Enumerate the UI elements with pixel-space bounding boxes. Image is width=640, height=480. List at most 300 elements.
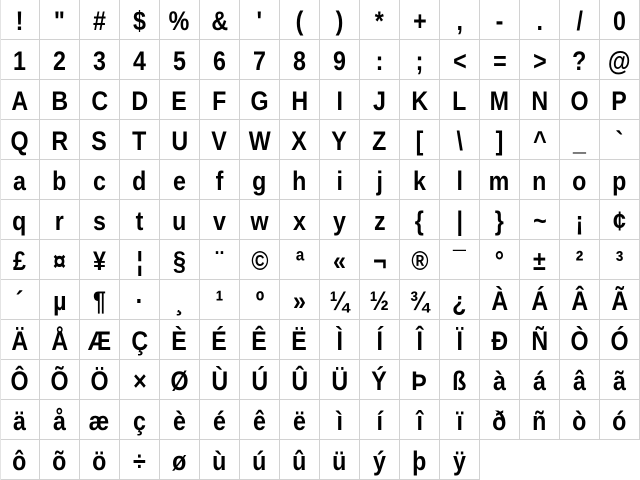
glyph-cell[interactable] — [480, 40, 520, 80]
glyph-cell[interactable] — [560, 160, 600, 200]
glyph-cell[interactable] — [0, 160, 40, 200]
glyph-cell[interactable] — [360, 0, 400, 40]
glyph-cell[interactable] — [40, 440, 80, 480]
glyph-cell[interactable] — [560, 240, 600, 280]
glyph-cell[interactable] — [320, 240, 360, 280]
glyph-char: h — [292, 166, 307, 196]
glyph-cell[interactable] — [240, 40, 280, 80]
glyph-cell[interactable] — [40, 240, 80, 280]
glyph-char: ¾ — [409, 286, 430, 316]
glyph-cell[interactable] — [520, 360, 560, 400]
glyph-cell[interactable] — [360, 200, 400, 240]
glyph-char: Ú — [251, 366, 268, 396]
glyph-cell[interactable] — [600, 400, 640, 440]
glyph-char: Í — [376, 326, 383, 356]
glyph-cell[interactable] — [240, 200, 280, 240]
glyph-cell[interactable] — [200, 440, 240, 480]
glyph-cell[interactable] — [360, 240, 400, 280]
glyph-char: 0 — [613, 6, 626, 36]
glyph-cell[interactable] — [560, 200, 600, 240]
glyph-cell[interactable] — [360, 360, 400, 400]
glyph-cell[interactable] — [280, 200, 320, 240]
glyph-cell[interactable] — [400, 440, 440, 480]
glyph-char: J — [373, 86, 386, 116]
glyph-cell[interactable] — [560, 120, 600, 160]
glyph-char: ~ — [532, 206, 547, 236]
glyph-char: Ì — [336, 326, 343, 356]
glyph-cell[interactable] — [560, 80, 600, 120]
glyph-cell[interactable] — [440, 240, 480, 280]
glyph-char: ¦ — [136, 246, 143, 276]
glyph-cell[interactable] — [160, 400, 200, 440]
glyph-char: G — [250, 86, 269, 116]
glyph-cell[interactable] — [120, 40, 160, 80]
glyph-cell[interactable] — [360, 160, 400, 200]
glyph-cell[interactable] — [400, 200, 440, 240]
glyph-char: T — [132, 126, 147, 156]
glyph-cell[interactable] — [440, 120, 480, 160]
glyph-cell[interactable] — [0, 440, 40, 480]
glyph-char: ± — [533, 246, 546, 276]
glyph-char: Á — [531, 286, 548, 316]
glyph-cell[interactable] — [600, 240, 640, 280]
glyph-char: ¡ — [575, 206, 584, 236]
glyph-char: ê — [253, 406, 266, 436]
glyph-char: Î — [416, 326, 423, 356]
glyph-cell[interactable] — [520, 240, 560, 280]
glyph-cell[interactable] — [40, 200, 80, 240]
glyph-cell[interactable] — [280, 360, 320, 400]
glyph-char: ; — [415, 46, 424, 76]
glyph-cell[interactable] — [400, 240, 440, 280]
glyph-cell[interactable] — [480, 160, 520, 200]
glyph-cell[interactable] — [280, 440, 320, 480]
glyph-char: < — [452, 46, 467, 76]
glyph-cell[interactable] — [0, 280, 40, 320]
glyph-char: d — [132, 166, 147, 196]
glyph-char: M — [489, 86, 510, 116]
glyph-cell[interactable] — [320, 400, 360, 440]
glyph-cell[interactable] — [0, 0, 40, 40]
glyph-cell[interactable] — [520, 280, 560, 320]
glyph-cell[interactable] — [480, 200, 520, 240]
glyph-cell[interactable] — [80, 440, 120, 480]
glyph-cell[interactable] — [480, 400, 520, 440]
glyph-cell[interactable] — [240, 240, 280, 280]
glyph-cell[interactable] — [0, 360, 40, 400]
glyph-cell[interactable] — [200, 320, 240, 360]
glyph-cell[interactable] — [320, 40, 360, 80]
glyph-char: " — [53, 6, 66, 36]
glyph-cell[interactable] — [440, 80, 480, 120]
glyph-char: ¢ — [613, 206, 626, 236]
glyph-cell[interactable] — [400, 360, 440, 400]
glyph-char: ¤ — [53, 246, 66, 276]
glyph-char: µ — [52, 286, 67, 316]
glyph-char: ? — [572, 46, 587, 76]
glyph-char: É — [211, 326, 228, 356]
glyph-cell[interactable] — [80, 160, 120, 200]
glyph-cell[interactable] — [600, 360, 640, 400]
glyph-cell[interactable] — [0, 40, 40, 80]
glyph-cell[interactable] — [40, 160, 80, 200]
glyph-cell[interactable] — [80, 360, 120, 400]
glyph-cell[interactable] — [120, 80, 160, 120]
glyph-char: } — [494, 206, 505, 236]
glyph-char: â — [573, 366, 586, 396]
glyph-char: é — [213, 406, 226, 436]
glyph-cell[interactable] — [80, 320, 120, 360]
glyph-char: ú — [252, 446, 267, 476]
glyph-cell[interactable] — [440, 440, 480, 480]
glyph-cell[interactable] — [120, 280, 160, 320]
glyph-char: ò — [572, 406, 587, 436]
glyph-char: × — [132, 366, 147, 396]
glyph-char: = — [492, 46, 507, 76]
glyph-char: Ö — [90, 366, 109, 396]
glyph-cell[interactable] — [560, 360, 600, 400]
glyph-char: S — [91, 126, 108, 156]
glyph-cell[interactable] — [40, 280, 80, 320]
glyph-cell[interactable] — [400, 320, 440, 360]
glyph-char: \ — [456, 126, 463, 156]
glyph-cell[interactable] — [200, 80, 240, 120]
glyph-cell[interactable] — [240, 280, 280, 320]
glyph-cell[interactable] — [240, 440, 280, 480]
glyph-cell[interactable] — [120, 400, 160, 440]
glyph-cell[interactable] — [600, 80, 640, 120]
glyph-cell[interactable] — [600, 320, 640, 360]
glyph-cell[interactable] — [440, 360, 480, 400]
glyph-cell[interactable] — [120, 360, 160, 400]
glyph-char: Æ — [87, 326, 112, 356]
glyph-char: W — [248, 126, 271, 156]
glyph-char: > — [532, 46, 547, 76]
glyph-cell[interactable] — [360, 120, 400, 160]
glyph-cell[interactable] — [600, 120, 640, 160]
glyph-cell[interactable] — [520, 200, 560, 240]
glyph-cell[interactable] — [240, 360, 280, 400]
glyph-cell[interactable] — [120, 120, 160, 160]
glyph-cell[interactable] — [80, 200, 120, 240]
glyph-cell[interactable] — [160, 120, 200, 160]
glyph-char: u — [172, 206, 187, 236]
glyph-char: N — [531, 86, 548, 116]
glyph-char: g — [252, 166, 267, 196]
glyph-char: @ — [608, 46, 631, 76]
glyph-cell[interactable] — [360, 440, 400, 480]
glyph-char: Û — [291, 366, 308, 396]
glyph-cell[interactable] — [440, 200, 480, 240]
glyph-cell[interactable] — [240, 0, 280, 40]
glyph-char: © — [250, 246, 269, 276]
glyph-cell[interactable] — [520, 320, 560, 360]
glyph-char: P — [611, 86, 628, 116]
glyph-cell[interactable] — [560, 320, 600, 360]
glyph-cell[interactable] — [480, 320, 520, 360]
glyph-char: z — [373, 206, 386, 236]
glyph-cell[interactable] — [280, 40, 320, 80]
glyph-cell[interactable] — [40, 360, 80, 400]
glyph-char: w — [250, 206, 269, 236]
glyph-cell[interactable] — [0, 200, 40, 240]
glyph-cell[interactable] — [360, 400, 400, 440]
glyph-char: ( — [295, 6, 304, 36]
glyph-char: · — [135, 286, 144, 316]
glyph-char: ß — [452, 366, 467, 396]
glyph-cell[interactable] — [520, 400, 560, 440]
glyph-cell[interactable] — [120, 320, 160, 360]
glyph-char: ' — [256, 6, 263, 36]
glyph-char: f — [215, 166, 224, 196]
glyph-cell[interactable] — [240, 160, 280, 200]
glyph-cell[interactable] — [120, 200, 160, 240]
glyph-char: ü — [332, 446, 347, 476]
glyph-char: Ó — [610, 326, 629, 356]
glyph-cell[interactable] — [80, 400, 120, 440]
glyph-cell[interactable] — [200, 200, 240, 240]
glyph-cell[interactable] — [320, 320, 360, 360]
glyph-cell[interactable] — [520, 80, 560, 120]
glyph-cell[interactable] — [480, 360, 520, 400]
glyph-cell[interactable] — [160, 440, 200, 480]
glyph-cell[interactable] — [160, 40, 200, 80]
glyph-cell[interactable] — [520, 120, 560, 160]
glyph-char: | — [456, 206, 463, 236]
glyph-cell[interactable] — [40, 400, 80, 440]
glyph-char: A — [11, 86, 28, 116]
glyph-cell[interactable] — [200, 240, 240, 280]
glyph-cell[interactable] — [400, 400, 440, 440]
glyph-cell[interactable] — [480, 280, 520, 320]
glyph-char: ¯ — [453, 246, 466, 276]
glyph-cell[interactable] — [320, 200, 360, 240]
glyph-cell[interactable] — [200, 160, 240, 200]
glyph-char: ¬ — [372, 246, 387, 276]
glyph-cell[interactable] — [80, 40, 120, 80]
glyph-char: O — [570, 86, 589, 116]
glyph-cell[interactable] — [200, 0, 240, 40]
glyph-cell[interactable] — [160, 0, 200, 40]
glyph-cell[interactable] — [360, 280, 400, 320]
glyph-char: Ð — [491, 326, 508, 356]
glyph-cell[interactable] — [600, 160, 640, 200]
glyph-char: t — [135, 206, 144, 236]
glyph-cell[interactable] — [280, 280, 320, 320]
glyph-char: Ý — [371, 366, 388, 396]
glyph-char: Ä — [11, 326, 28, 356]
glyph-char: v — [213, 206, 226, 236]
glyph-cell[interactable] — [320, 280, 360, 320]
glyph-char: ï — [456, 406, 463, 436]
glyph-cell[interactable] — [40, 320, 80, 360]
glyph-cell[interactable] — [440, 0, 480, 40]
glyph-cell[interactable] — [400, 160, 440, 200]
glyph-cell[interactable] — [0, 240, 40, 280]
glyph-cell[interactable] — [120, 0, 160, 40]
glyph-char: 3 — [93, 46, 106, 76]
glyph-cell[interactable] — [80, 120, 120, 160]
glyph-cell[interactable] — [200, 40, 240, 80]
glyph-cell[interactable] — [560, 280, 600, 320]
glyph-cell[interactable] — [120, 440, 160, 480]
glyph-cell[interactable] — [520, 160, 560, 200]
glyph-cell[interactable] — [0, 80, 40, 120]
glyph-cell[interactable] — [200, 280, 240, 320]
glyph-cell[interactable] — [440, 160, 480, 200]
glyph-char: § — [173, 246, 186, 276]
glyph-char: { — [414, 206, 425, 236]
glyph-cell[interactable] — [400, 280, 440, 320]
glyph-char: s — [93, 206, 106, 236]
glyph-cell[interactable] — [560, 0, 600, 40]
glyph-cell[interactable] — [400, 0, 440, 40]
glyph-char: B — [51, 86, 68, 116]
glyph-cell[interactable] — [80, 240, 120, 280]
glyph-cell[interactable] — [200, 360, 240, 400]
glyph-cell[interactable] — [480, 80, 520, 120]
glyph-char: 7 — [253, 46, 266, 76]
glyph-cell[interactable] — [160, 160, 200, 200]
glyph-cell[interactable] — [520, 40, 560, 80]
glyph-cell[interactable] — [400, 120, 440, 160]
glyph-cell[interactable] — [280, 160, 320, 200]
glyph-char: ì — [336, 406, 343, 436]
glyph-char: 8 — [293, 46, 306, 76]
glyph-cell[interactable] — [40, 40, 80, 80]
glyph-cell[interactable] — [560, 400, 600, 440]
glyph-cell[interactable] — [0, 320, 40, 360]
glyph-char: ý — [373, 446, 386, 476]
glyph-char: ë — [293, 406, 306, 436]
glyph-char: Z — [372, 126, 387, 156]
glyph-cell[interactable] — [80, 0, 120, 40]
glyph-cell[interactable] — [320, 160, 360, 200]
glyph-char: ^ — [532, 126, 547, 156]
glyph-cell[interactable] — [440, 400, 480, 440]
glyph-cell[interactable] — [160, 240, 200, 280]
glyph-cell[interactable] — [440, 280, 480, 320]
glyph-char: ª — [295, 246, 304, 276]
glyph-char: X — [291, 126, 308, 156]
glyph-cell[interactable] — [0, 120, 40, 160]
glyph-cell[interactable] — [360, 80, 400, 120]
glyph-cell[interactable] — [280, 240, 320, 280]
glyph-cell[interactable] — [160, 200, 200, 240]
glyph-char: £ — [13, 246, 26, 276]
glyph-char: F — [212, 86, 227, 116]
glyph-cell[interactable] — [240, 320, 280, 360]
glyph-cell[interactable] — [560, 40, 600, 80]
glyph-char: Q — [10, 126, 29, 156]
glyph-cell[interactable] — [520, 0, 560, 40]
glyph-cell[interactable] — [120, 160, 160, 200]
glyph-char: [ — [415, 126, 424, 156]
glyph-char: ¹ — [215, 286, 224, 316]
glyph-char: Ò — [570, 326, 589, 356]
glyph-char: ² — [575, 246, 584, 276]
glyph-char: , — [456, 6, 463, 36]
glyph-char: Å — [51, 326, 68, 356]
glyph-cell[interactable] — [280, 0, 320, 40]
glyph-char: K — [411, 86, 428, 116]
glyph-cell[interactable] — [80, 280, 120, 320]
glyph-char: ø — [172, 446, 187, 476]
glyph-cell[interactable] — [280, 120, 320, 160]
glyph-char: ] — [495, 126, 504, 156]
glyph-char: 2 — [53, 46, 66, 76]
glyph-char: I — [336, 86, 343, 116]
glyph-cell[interactable] — [160, 320, 200, 360]
glyph-cell[interactable] — [320, 440, 360, 480]
glyph-cell[interactable] — [600, 280, 640, 320]
glyph-char: / — [576, 6, 583, 36]
glyph-char: í — [376, 406, 383, 436]
glyph-cell[interactable] — [320, 0, 360, 40]
glyph-cell[interactable] — [600, 40, 640, 80]
glyph-char: Þ — [411, 366, 428, 396]
glyph-cell[interactable] — [280, 400, 320, 440]
glyph-cell[interactable] — [120, 240, 160, 280]
glyph-cell[interactable] — [600, 0, 640, 40]
glyph-cell[interactable] — [40, 80, 80, 120]
glyph-char: o — [572, 166, 587, 196]
glyph-cell[interactable] — [240, 400, 280, 440]
glyph-cell[interactable] — [160, 360, 200, 400]
glyph-cell[interactable] — [360, 40, 400, 80]
glyph-char: « — [333, 246, 346, 276]
glyph-cell[interactable] — [160, 280, 200, 320]
glyph-char: E — [171, 86, 188, 116]
glyph-cell[interactable] — [280, 80, 320, 120]
glyph-cell[interactable] — [400, 40, 440, 80]
glyph-cell[interactable] — [40, 0, 80, 40]
glyph-cell[interactable] — [160, 80, 200, 120]
glyph-cell[interactable] — [240, 80, 280, 120]
glyph-char: ½ — [369, 286, 390, 316]
glyph-char: ¶ — [93, 286, 106, 316]
glyph-cell[interactable] — [320, 360, 360, 400]
glyph-cell[interactable] — [240, 120, 280, 160]
glyph-cell[interactable] — [440, 320, 480, 360]
glyph-cell[interactable] — [480, 0, 520, 40]
glyph-cell[interactable] — [440, 40, 480, 80]
glyph-char: ÿ — [453, 446, 466, 476]
glyph-cell[interactable] — [320, 120, 360, 160]
glyph-char: ¸ — [175, 286, 184, 316]
glyph-cell[interactable] — [400, 80, 440, 120]
glyph-char: ù — [212, 446, 227, 476]
glyph-char: ô — [12, 446, 27, 476]
glyph-cell[interactable] — [200, 400, 240, 440]
glyph-cell[interactable] — [80, 80, 120, 120]
glyph-char: x — [293, 206, 306, 236]
glyph-cell[interactable] — [480, 240, 520, 280]
glyph-cell[interactable] — [360, 320, 400, 360]
glyph-cell[interactable] — [0, 400, 40, 440]
glyph-cell[interactable] — [480, 120, 520, 160]
glyph-cell[interactable] — [320, 80, 360, 120]
glyph-cell[interactable] — [280, 320, 320, 360]
glyph-cell[interactable] — [40, 120, 80, 160]
glyph-cell[interactable] — [600, 200, 640, 240]
glyph-char: ! — [15, 6, 24, 36]
glyph-cell[interactable] — [200, 120, 240, 160]
glyph-char: ´ — [15, 286, 24, 316]
glyph-char: V — [211, 126, 228, 156]
glyph-char: L — [452, 86, 467, 116]
glyph-char: 5 — [173, 46, 186, 76]
